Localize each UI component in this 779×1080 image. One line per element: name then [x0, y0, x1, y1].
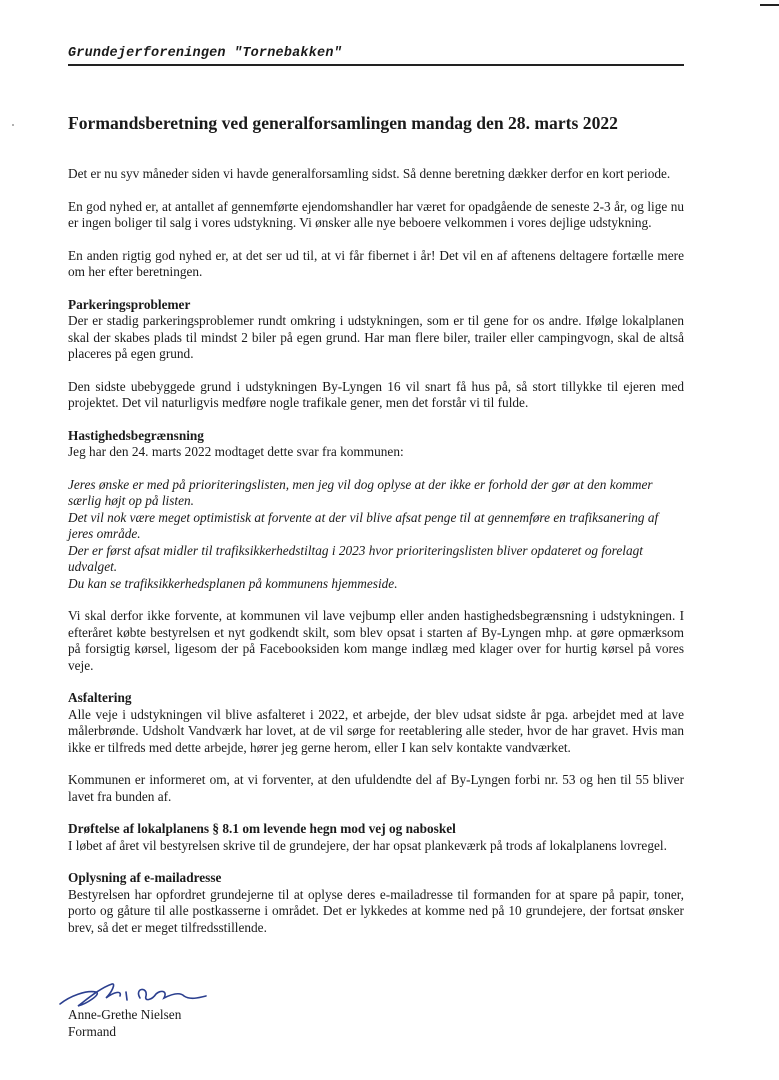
signatory-name: Anne-Grethe Nielsen	[68, 1007, 182, 1022]
intro-paragraph-2: En god nyhed er, at antallet af gennemførte ejendomshandler har været for opadgående de seneste 2-3 år, og lige nu er ingen boliger til salg i vores udstykning. Vi ønsker alle nye beboere velkommen i vores dejlige udstykning.	[68, 198, 684, 230]
asfalt-paragraph-1: Alle veje i udstykningen vil blive asfalteret i 2022, et arbejde, der blev udsat sidste år pga. arbejdet med at lave målerbrønde. Udsholt Vandværk har lovet, at de vil sørge for reetablering alle steder, hvor de har gravet. Hvis man ikke er tilfreds med dette arbejde, hører jeg gerne herom, eller I kan selv kontakte vandværket.	[68, 706, 684, 755]
section-heading-hegn: Drøftelse af lokalplanens § 8.1 om levende hegn mod vej og naboskel	[68, 821, 456, 836]
hegn-paragraph: I løbet af året vil bestyrelsen skrive til de grundejere, der har opsat plankeværk på trods af lokalplanens lovregel.	[68, 837, 667, 853]
section-heading-asfalt: Asfaltering	[68, 690, 132, 705]
scan-speck	[12, 124, 14, 126]
signatory-role: Formand	[68, 1024, 117, 1039]
parkering-paragraph-2: Den sidste ubebyggede grund i udstykningen By-Lyngen 16 vil snart få hus på, så stort tillykke til ejeren med projektet. Det vil naturligvis medføre nogle trafikale gener, men det forstår vi til fulde.	[68, 378, 684, 410]
parkering-paragraph-1: Der er stadig parkeringsproblemer rundt omkring i udstykningen, som er til gene for os andre. Ifølge lokalplanen skal der skabes plads til mindst 2 biler på egen grund. Har man flere biler, trailer eller campingvogn, skal de altså placeres på egen grund.	[68, 313, 684, 361]
hastighed-lead: Jeg har den 24. marts 2022 modtaget dette svar fra kommunen:	[68, 444, 404, 459]
document-body	[68, 166, 684, 936]
intro-paragraph-3: En anden rigtig god nyhed er, at det ser ud til, at vi får fibernet i år! Det vil en af aftenens deltagere fortælle mere om her efter beretningen.	[68, 247, 684, 279]
kommune-quote	[68, 477, 684, 593]
quote-line-3: Der er først afsat midler til trafiksikkerhedstiltag i 2023 hvor prioriteringslisten bliver opdateret og forelagt udvalget.	[68, 542, 643, 574]
hastighed-paragraph: Vi skal derfor ikke forvente, at kommunen vil lave vejbump eller anden hastighedsbegrænsning i udstykningen. I efteråret købte bestyrelsen et nyt godkendt skilt, som blev opsat i starten af By-Lyngen mhp. at gøre opmærksom på forsigtig kørsel, ligesom der på Facebooksiden kom mange indlæg med klager over for hurtig kørsel på vores veje.	[68, 608, 684, 673]
letterhead-rule	[68, 64, 684, 66]
quote-line-1: Jeres ønske er med på prioriteringslisten, men jeg vil dog oplyse at der ikke er forhold der gør at den kommer særlig højt op på listen.	[68, 476, 653, 508]
page-edge-mark	[760, 4, 779, 6]
letterhead: Grundejerforeningen "Tornebakken"	[68, 46, 342, 61]
section-heading-hastighed: Hastighedsbegrænsning	[68, 427, 204, 443]
quote-line-4: Du kan se trafiksikkerhedsplanen på kommunens hjemmeside.	[68, 575, 398, 591]
intro-paragraph-1: Det er nu syv måneder siden vi havde generalforsamling sidst. Så denne beretning dækker derfor en kort periode.	[68, 166, 671, 181]
section-heading-parkering: Parkeringsproblemer	[68, 296, 191, 312]
section-heading-email: Oplysning af e-mailadresse	[68, 870, 222, 885]
asfalt-paragraph-2: Kommunen er informeret om, at vi forventer, at den ufuldendte del af By-Lyngen forbi nr. 53 og hen til 55 bliver lavet fra bunden af.	[68, 772, 684, 804]
email-paragraph: Bestyrelsen har opfordret grundejerne til at oplyse deres e-mailadresse til formanden for at spare på papir, toner, porto og gåture til alle postkasserne i området. Det er lykkedes at komme ned på 10 grundejere, der fortsat ønsker brev, så det er meget tilfredsstillende.	[68, 886, 684, 935]
document-title: Formandsberetning ved generalforsamlingen mandag den 28. marts 2022	[68, 113, 618, 133]
quote-line-2: Det vil nok være meget optimistisk at forvente at der vil blive afsat penge til at gennemføre en trafiksanering af jeres område.	[68, 509, 659, 541]
